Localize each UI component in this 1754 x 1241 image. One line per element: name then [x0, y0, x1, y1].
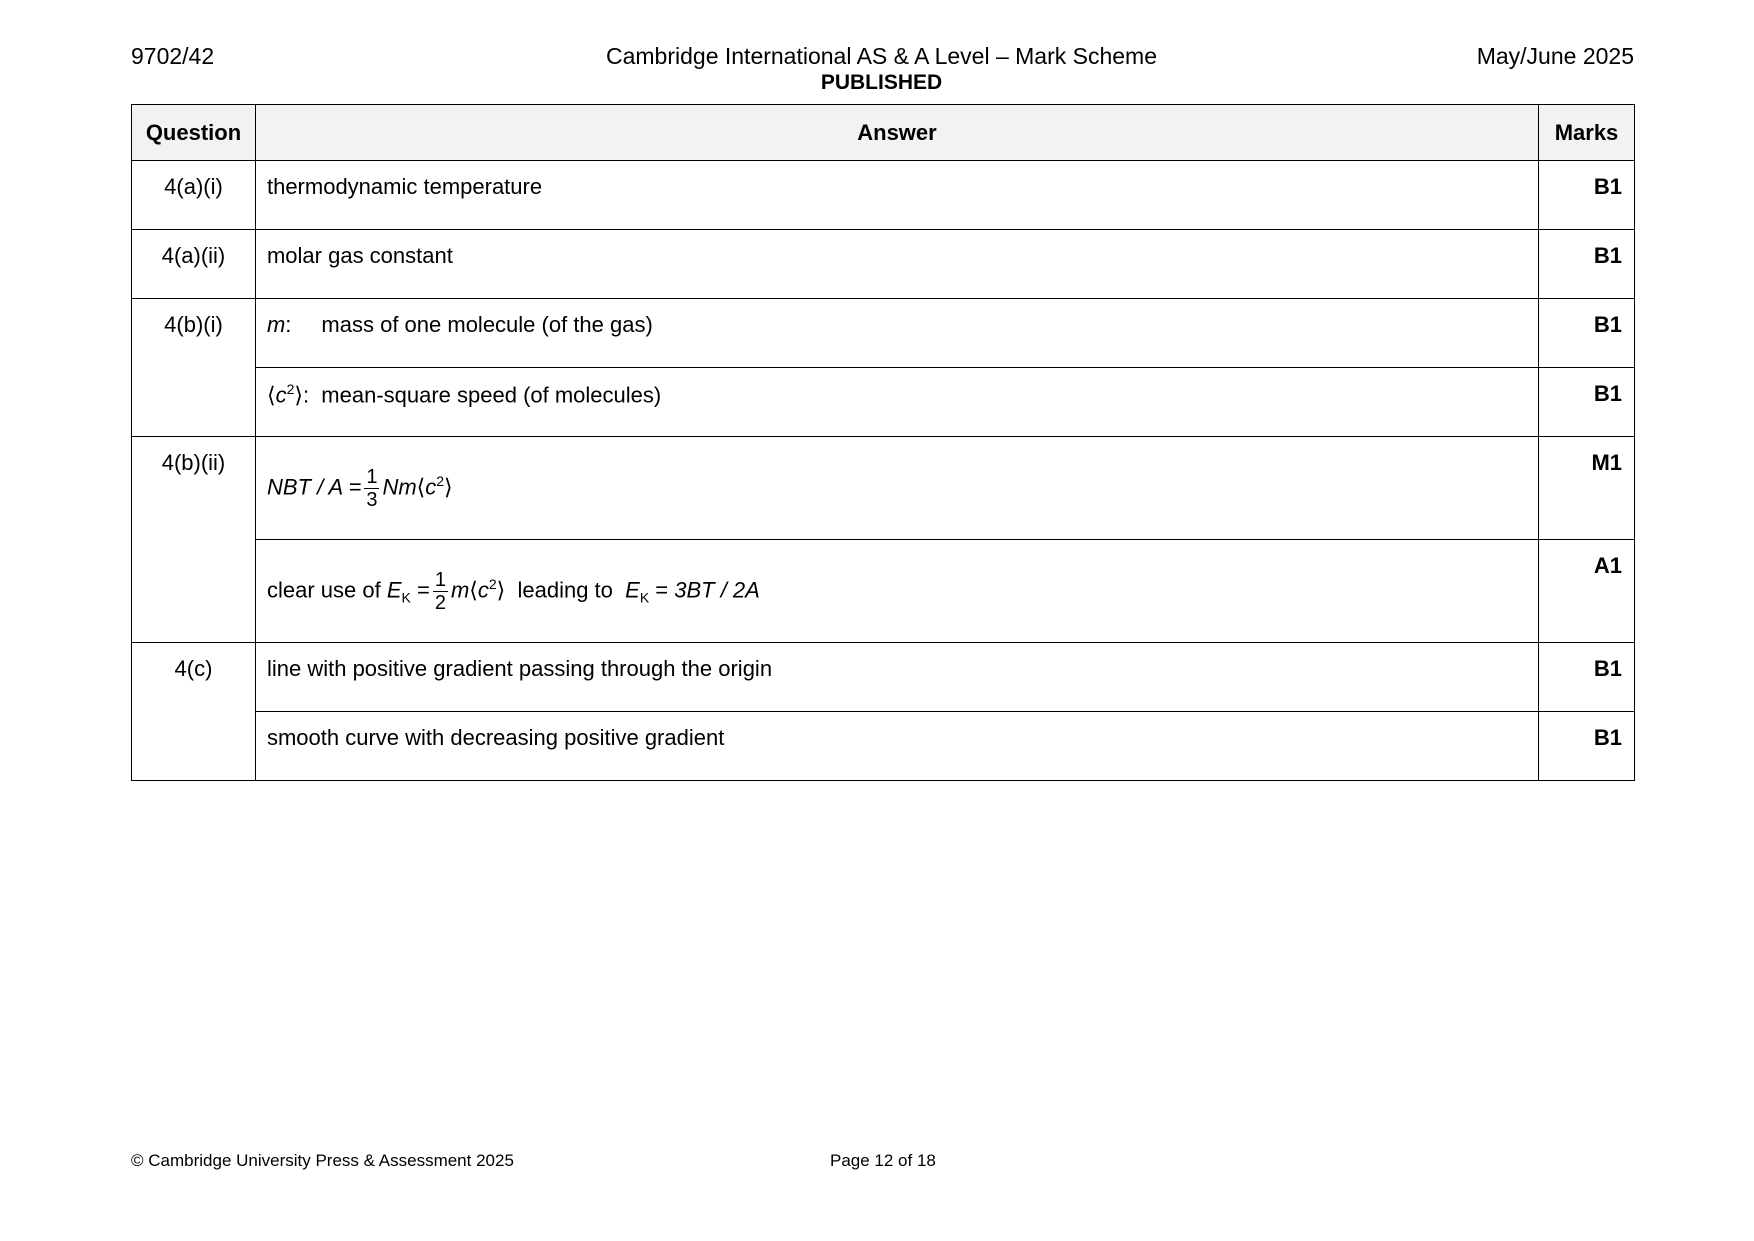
table-row	[132, 299, 1635, 368]
answer-cell: $⟨c^2⟩$: mean-square speed (of molecules)	[255, 368, 1538, 437]
equation-lhs: NBT / A =	[266, 473, 362, 499]
fraction	[433, 569, 448, 614]
table-row	[132, 161, 1635, 230]
fraction-denominator: 2	[434, 591, 446, 614]
answer-text: mass of one molecule (of the gas)	[321, 312, 653, 337]
mark-value: B1	[1539, 368, 1635, 437]
answer-equation: NBT / A = $\frac{1}{3}$ $Nm⟨c^2⟩$	[255, 437, 1538, 540]
table-row	[132, 712, 1635, 781]
equation-result: 3BT / 2A	[674, 576, 760, 602]
mark-value: M1	[1539, 437, 1635, 540]
answer-equation: clear use of $E_K$ = $\frac{1}{2}$ $m⟨c^2⟩$ leading to $E_K = 3BT / 2A$	[255, 540, 1538, 643]
answer-text: molar gas constant	[255, 230, 1538, 299]
published-label: PUBLISHED	[820, 71, 943, 94]
question-number: 4(a)(i)	[132, 161, 256, 230]
answer-cell	[255, 299, 1538, 368]
symbol-c: c	[425, 473, 437, 499]
fraction-numerator: 1	[366, 465, 378, 488]
answer-column-header: Answer	[255, 105, 1538, 161]
page-number: Page 12 of 18	[830, 1151, 936, 1170]
mark-value: B1	[1539, 643, 1635, 712]
fraction-denominator: 3	[366, 488, 378, 511]
document-title: Cambridge International AS & A Level – Mark Scheme	[605, 43, 1158, 69]
copyright-notice: © Cambridge University Press & Assessment 2025	[131, 1151, 514, 1170]
table-row	[132, 643, 1635, 712]
mark-value: B1	[1539, 230, 1635, 299]
table-row	[132, 437, 1635, 540]
symbol-c: c	[275, 382, 287, 408]
question-number: 4(c)	[132, 643, 256, 781]
symbol-separator: :	[285, 312, 292, 337]
equation-rhs: Nm	[382, 473, 417, 499]
mark-value: B1	[1539, 299, 1635, 368]
symbol-m: m	[266, 312, 286, 337]
answer-text: thermodynamic temperature	[255, 161, 1538, 230]
table-header-row	[132, 105, 1635, 161]
exam-session: May/June 2025	[1476, 43, 1634, 69]
answer-text: mean-square speed (of molecules)	[321, 382, 662, 408]
mark-value: B1	[1539, 161, 1635, 230]
marks-column-header: Marks	[1539, 105, 1635, 161]
mark-value: A1	[1539, 540, 1635, 643]
table-row	[132, 230, 1635, 299]
answer-text: line with positive gradient passing through the origin	[255, 643, 1538, 712]
question-column-header: Question	[132, 105, 256, 161]
question-number: 4(b)(i)	[132, 299, 256, 437]
fraction-numerator: 1	[434, 568, 446, 591]
fraction	[364, 466, 379, 511]
question-number: 4(b)(ii)	[132, 437, 256, 643]
mark-scheme-table	[131, 104, 1635, 781]
table-row	[132, 368, 1635, 437]
question-number: 4(a)(ii)	[132, 230, 256, 299]
mark-value: B1	[1539, 712, 1635, 781]
answer-mid-text: leading to	[517, 576, 613, 602]
paper-code: 9702/42	[131, 43, 215, 69]
answer-lead-text: clear use of	[266, 576, 381, 602]
answer-text: smooth curve with decreasing positive gradient	[255, 712, 1538, 781]
table-row	[132, 540, 1635, 643]
